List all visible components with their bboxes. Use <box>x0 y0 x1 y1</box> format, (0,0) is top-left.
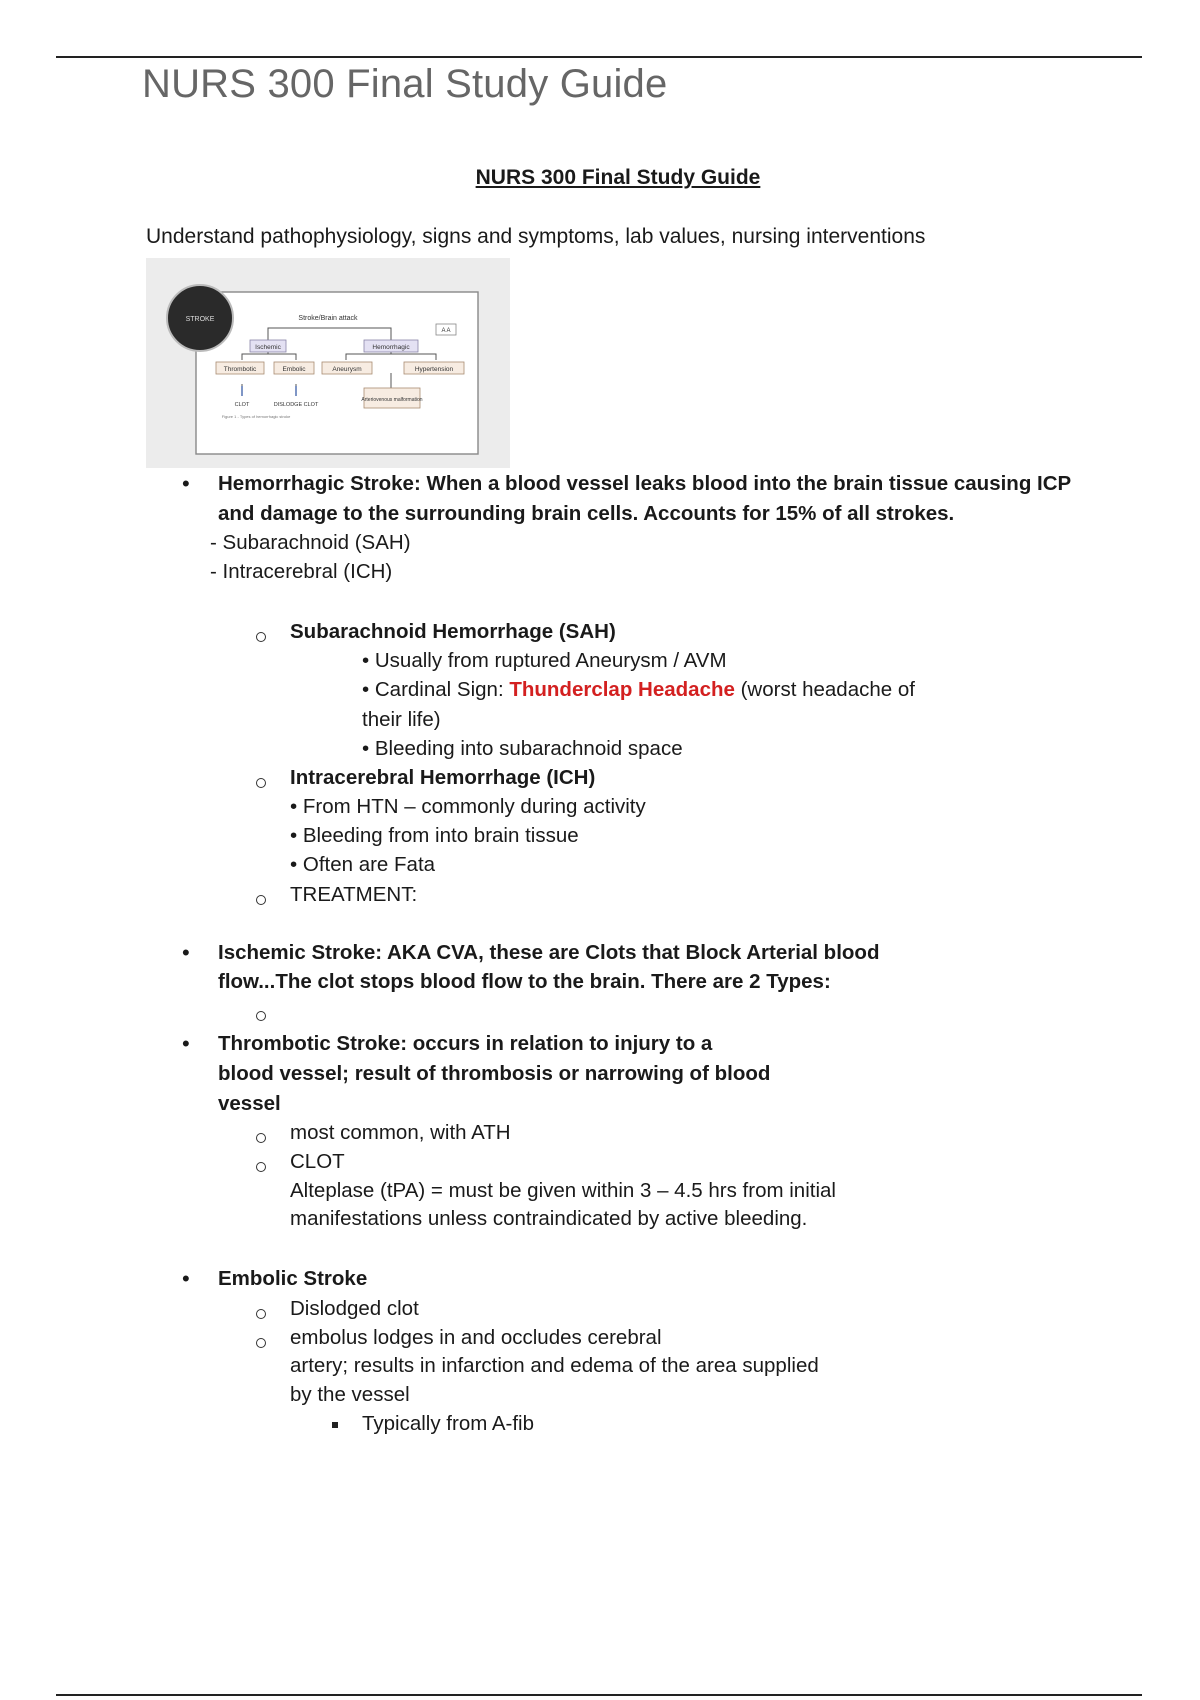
circle-bullet <box>256 895 266 905</box>
square-bullet <box>332 1422 338 1428</box>
ischemic-line-2: flow...The clot stops blood flow to the brain. There are 2 Types: <box>218 970 831 993</box>
circle-bullet <box>256 1162 266 1172</box>
thrombotic-sub-1: most common, with ATH <box>290 1121 511 1144</box>
svg-text:Hemorrhagic: Hemorrhagic <box>372 344 410 351</box>
hemorrhagic-line-2: and damage to the surrounding brain cells. Accounts for 15% of all strokes. <box>218 502 955 525</box>
thrombotic-line-3: vessel <box>218 1092 281 1115</box>
svg-text:Thrombotic: Thrombotic <box>223 366 257 373</box>
alteplase-line-1: Alteplase (tPA) = must be given within 3 – 4.5 hrs from initial <box>290 1179 836 1202</box>
svg-text:Arteriovenous malformation: Arteriovenous malformation <box>361 397 423 403</box>
hemorrhagic-sub-ich: - Intracerebral (ICH) <box>210 560 393 583</box>
embolic-sub-2c: by the vessel <box>290 1383 410 1406</box>
ich-item-2: • Bleeding from into brain tissue <box>290 824 579 847</box>
bullet-dot: • <box>182 1031 190 1056</box>
top-rule <box>56 56 1142 58</box>
embolic-sub-2b: artery; results in infarction and edema of the area supplied <box>290 1354 819 1377</box>
svg-text:Ischemic: Ischemic <box>255 344 281 351</box>
alteplase-line-2: manifestations unless contraindicated by active bleeding. <box>290 1207 808 1230</box>
treatment-label: TREATMENT: <box>290 883 418 906</box>
diagram-root-label: Stroke/Brain attack <box>298 315 358 322</box>
circle-bullet <box>256 1309 266 1319</box>
svg-text:Hypertension: Hypertension <box>414 366 454 373</box>
thunderclap-highlight: Thunderclap Headache <box>509 678 735 701</box>
thrombotic-line-1: Thrombotic Stroke: occurs in relation to injury to a <box>218 1032 713 1055</box>
hemorrhagic-line-1: Hemorrhagic Stroke: When a blood vessel leaks blood into the brain tissue causing ICP <box>218 472 1072 495</box>
dislodge-label: DISLODGE CLOT <box>273 402 319 408</box>
clot-label: CLOT <box>234 402 250 408</box>
thrombotic-line-2: blood vessel; result of thrombosis or narrowing of blood <box>218 1062 771 1085</box>
hemorrhagic-sub-sah: - Subarachnoid (SAH) <box>210 531 411 554</box>
sah-item-3: • Bleeding into subarachnoid space <box>362 737 683 760</box>
circle-bullet <box>256 1338 266 1348</box>
embolic-sub-1: Dislodged clot <box>290 1297 419 1320</box>
svg-text:Embolic: Embolic <box>282 366 306 373</box>
ich-item-1: • From HTN – commonly during activity <box>290 795 646 818</box>
circle-bullet <box>256 778 266 788</box>
diagram-corner-label: A A <box>441 328 451 334</box>
circle-bullet <box>256 1133 266 1143</box>
circle-bullet <box>256 632 266 642</box>
document-title: NURS 300 Final Study Guide <box>475 166 761 189</box>
sah-item-2: • Cardinal Sign: Thunderclap Headache (worst headache of <box>362 678 915 701</box>
thrombotic-sub-2: CLOT <box>290 1150 345 1173</box>
ich-item-3: • Often are Fata <box>290 853 436 876</box>
intro-text: Understand pathophysiology, signs and symptoms, lab values, nursing interventions <box>146 225 926 248</box>
bottom-rule <box>56 1694 1142 1696</box>
svg-text:Aneurysm: Aneurysm <box>332 366 362 373</box>
sah-title: Subarachnoid Hemorrhage (SAH) <box>290 620 616 643</box>
bullet-dot: • <box>182 471 190 496</box>
badge-label: STROKE <box>185 316 215 323</box>
ischemic-line-1: Ischemic Stroke: AKA CVA, these are Clots that Block Arterial blood <box>218 941 880 964</box>
diagram-caption: Figure 1 - Types of hemorrhagic stroke <box>221 414 291 419</box>
bullet-dot: • <box>182 940 190 965</box>
circle-bullet-empty <box>256 1011 266 1021</box>
bullet-dot: • <box>182 1266 190 1291</box>
ich-title: Intracerebral Hemorrhage (ICH) <box>290 766 596 789</box>
sah-item-1: • Usually from ruptured Aneurysm / AVM <box>362 649 727 672</box>
page-header-title: NURS 300 Final Study Guide <box>142 62 668 106</box>
embolic-sub-2a: embolus lodges in and occludes cerebral <box>290 1326 662 1349</box>
embolic-sub-3: Typically from A-fib <box>362 1412 535 1435</box>
sah-item-2-cont: their life) <box>362 708 441 731</box>
embolic-title: Embolic Stroke <box>218 1267 368 1290</box>
stroke-types-diagram <box>146 258 510 468</box>
